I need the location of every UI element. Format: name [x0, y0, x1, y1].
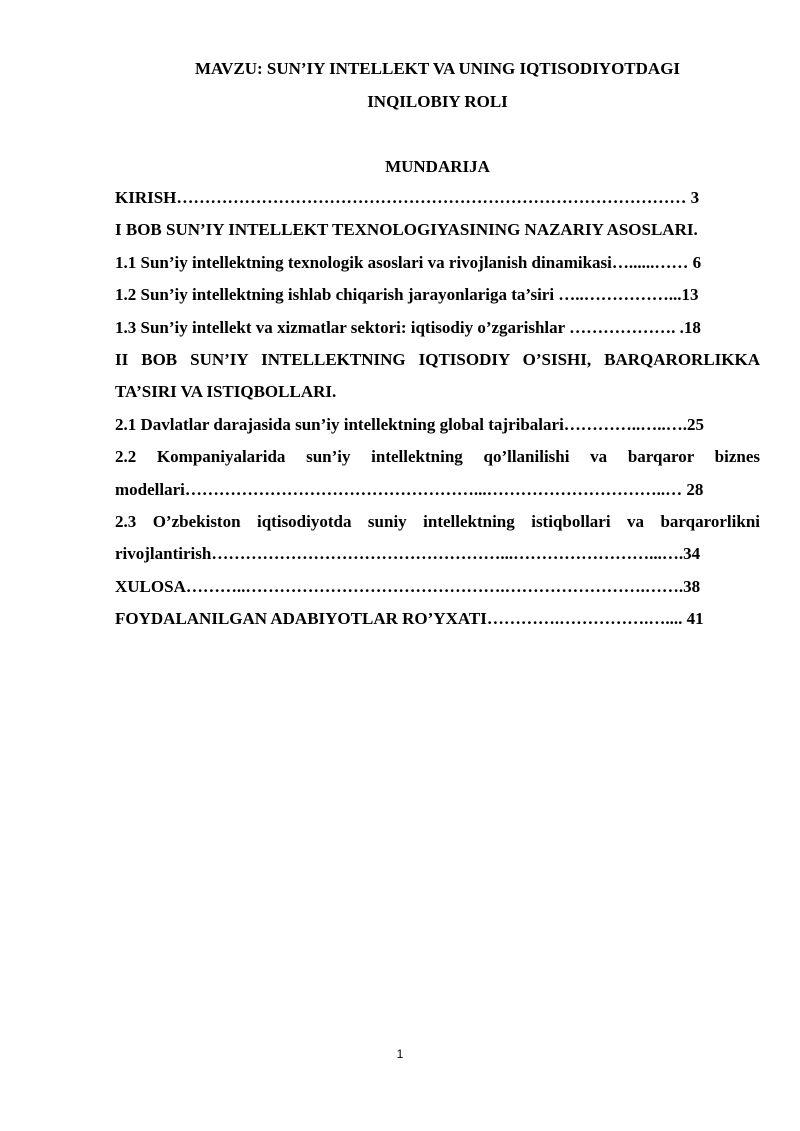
toc-entry-1-2: 1.2 Sun’iy intellektning ishlab chiqarish jarayonlariga ta’siri …..……………...13 — [115, 285, 699, 305]
toc-entry-chapter-2: II BOB SUN’IY INTELLEKTNING IQTISODIY O’SISHI, BARQARORLIKKA TA’SIRI VA ISTIQBOLLARI. — [115, 350, 760, 402]
toc-entry-2-1: 2.1 Davlatlar darajasida sun’iy intellektning global tajribalari…………..…..….25 — [115, 414, 705, 434]
document-title-line-2: INQILOBIY ROLI — [367, 92, 508, 111]
document-title-line-1: MAVZU: SUN’IY INTELLEKT VA UNING IQTISODIYOTDAGI — [194, 59, 681, 78]
page-number: 1 — [396, 1047, 404, 1061]
toc-entry-1-1: 1.1 Sun’iy intellektning texnologik asoslari va rivojlanish dinamikasi…......…… 6 — [115, 252, 702, 272]
toc-entry-1-3: 1.3 Sun’iy intellekt va xizmatlar sektori: iqtisodiy o’zgarishlar ………………. .18 — [115, 317, 701, 337]
table-of-contents — [115, 182, 760, 636]
toc-entry-chapter-1: I BOB SUN’IY INTELLEKT TEXNOLOGIYASINING NAZARIY ASOSLARI. — [115, 220, 698, 240]
toc-entry-xulosa: XULOSA………..……………………………………….…………………….…….38 — [115, 576, 701, 596]
toc-entry-kirish: KIRISH……………………………………………………………………………… 3 — [115, 188, 700, 207]
toc-entry-references: FOYDALANILGAN ADABIYOTLAR RO’YXATI………….…………….….... 41 — [115, 609, 704, 629]
toc-entry-2-2: 2.2 Kompaniyalarida sun’iy intellektning qo’llanilishi va barqaror biznes modellari……………………………………………...…………………………..… 28 — [115, 447, 760, 499]
contents-heading: MUNDARIJA — [385, 157, 490, 176]
toc-entry-2-3: 2.3 O’zbekiston iqtisodiyotda suniy intellektning istiqbollari va barqarorlikni rivojlantirish……………………………………………...……………………...….34 — [115, 512, 760, 564]
